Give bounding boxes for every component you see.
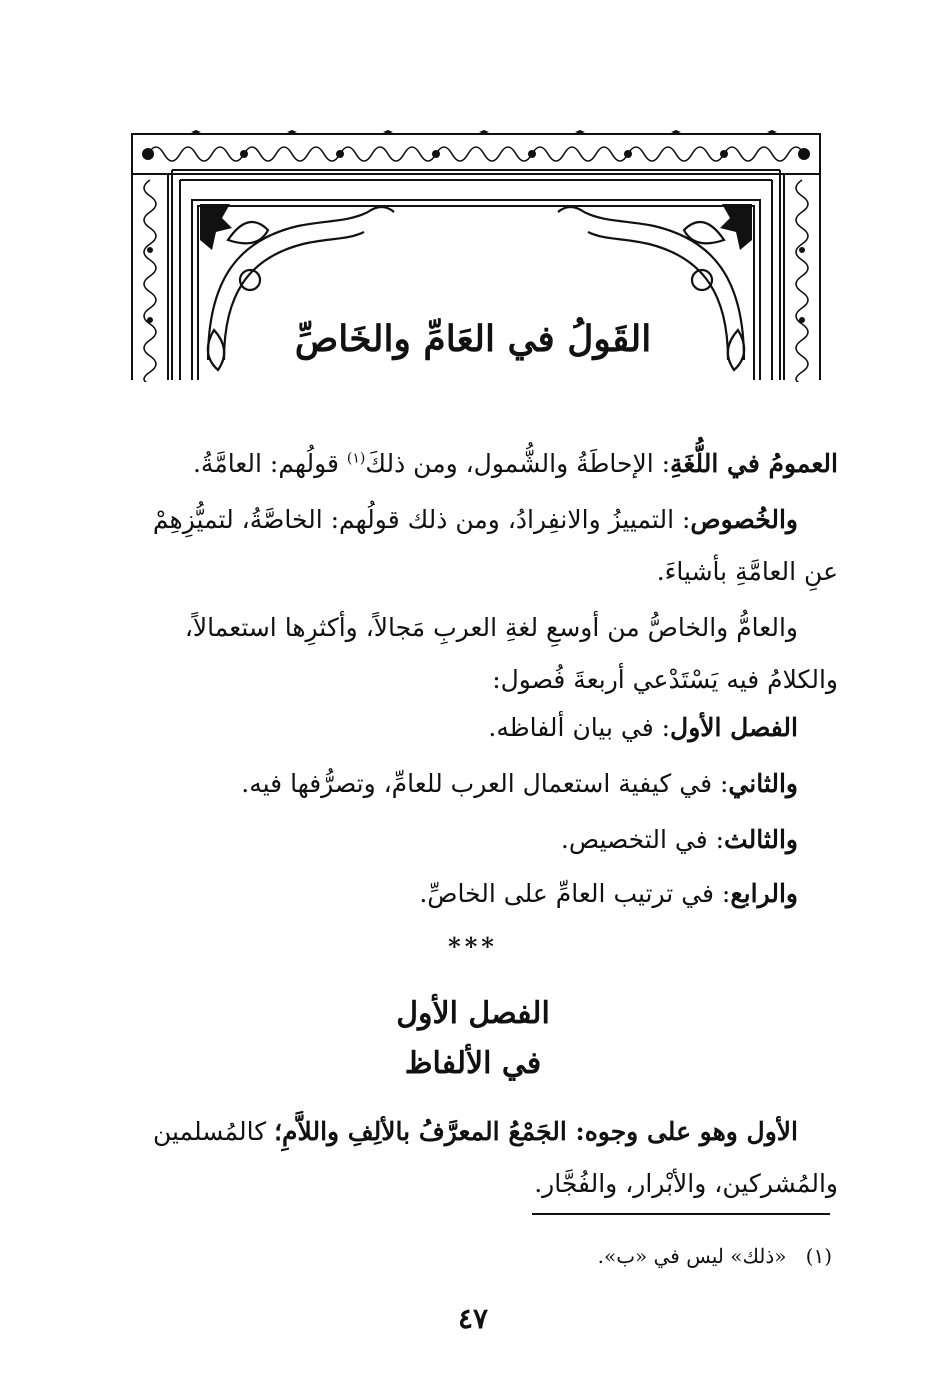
paragraph-2-continuation: عنِ العامَّةِ بأشياءَ.	[656, 557, 838, 586]
section-label: الفصل الأول	[670, 713, 798, 742]
section-item-3	[108, 814, 838, 866]
section-text: : في بيان ألفاظه.	[488, 713, 671, 742]
paragraph-3-line-1: والعامُّ والخاصُّ من أوسعِ لغةِ العربِ مَجالاً، وأكثرِها استعمالاً،	[184, 613, 798, 642]
term-umum: العمومُ في اللُّغَةِ	[670, 449, 838, 478]
term-khusus: والخُصوص	[690, 505, 798, 534]
section-item-1	[108, 702, 838, 754]
chapter-title: القَولُ في العَامِّ والخَاصِّ	[294, 318, 652, 360]
chapter-1-line-1-bold: الأول وهو على وجوه: الجَمْعُ المعرَّفُ بالألِفِ واللاَّمِ؛	[274, 1117, 798, 1146]
section-label: والرابع	[730, 879, 798, 908]
footnote-text: «ذلك» ليس في «ب».	[597, 1244, 787, 1268]
paragraph-1-end: قولُهم: العامَّةُ.	[192, 449, 339, 478]
paragraph-2	[108, 494, 838, 546]
section-label: والثاني	[728, 769, 798, 798]
chapter-1-line-1-rest: كالمُسلمين	[152, 1117, 267, 1146]
section-text: : في ترتيب العامِّ على الخاصِّ.	[419, 879, 731, 908]
chapter-1-line-1	[108, 1106, 838, 1158]
footnote-number: (١)	[805, 1244, 832, 1268]
section-text: : في كيفية استعمال العرب للعامِّ، وتصرُّفها فيه.	[241, 769, 729, 798]
separator: ***	[448, 932, 498, 961]
paragraph-1	[108, 438, 838, 490]
footnote-ref: (١)	[346, 450, 366, 467]
paragraph-2-text: : التمييزُ والانفِرادُ، ومن ذلك قولُهم: الخاصَّةُ، لتميُّزِهِمْ	[152, 505, 691, 534]
footnote	[300, 1244, 832, 1268]
paragraph-1-text: : الإحاطَةُ والشُّمول، ومن ذلكَ	[365, 449, 671, 478]
section-label: والثالث	[724, 825, 798, 854]
paragraph-3-line-2: والكلامُ فيه يَسْتَدْعي أربعةَ فُصول:	[492, 665, 838, 694]
chapter-1-line-2: والمُشركين، والأبْرار، والفُجَّار.	[534, 1169, 838, 1198]
section-item-4	[108, 868, 838, 920]
footnote-divider	[532, 1213, 830, 1215]
section-item-2	[108, 758, 838, 810]
page-number: ٤٧	[457, 1302, 489, 1335]
section-text: : في التخصيص.	[560, 825, 725, 854]
chapter-1-title: الفصل الأول	[396, 996, 550, 1031]
chapter-1-subtitle: في الألفاظ	[404, 1046, 542, 1081]
